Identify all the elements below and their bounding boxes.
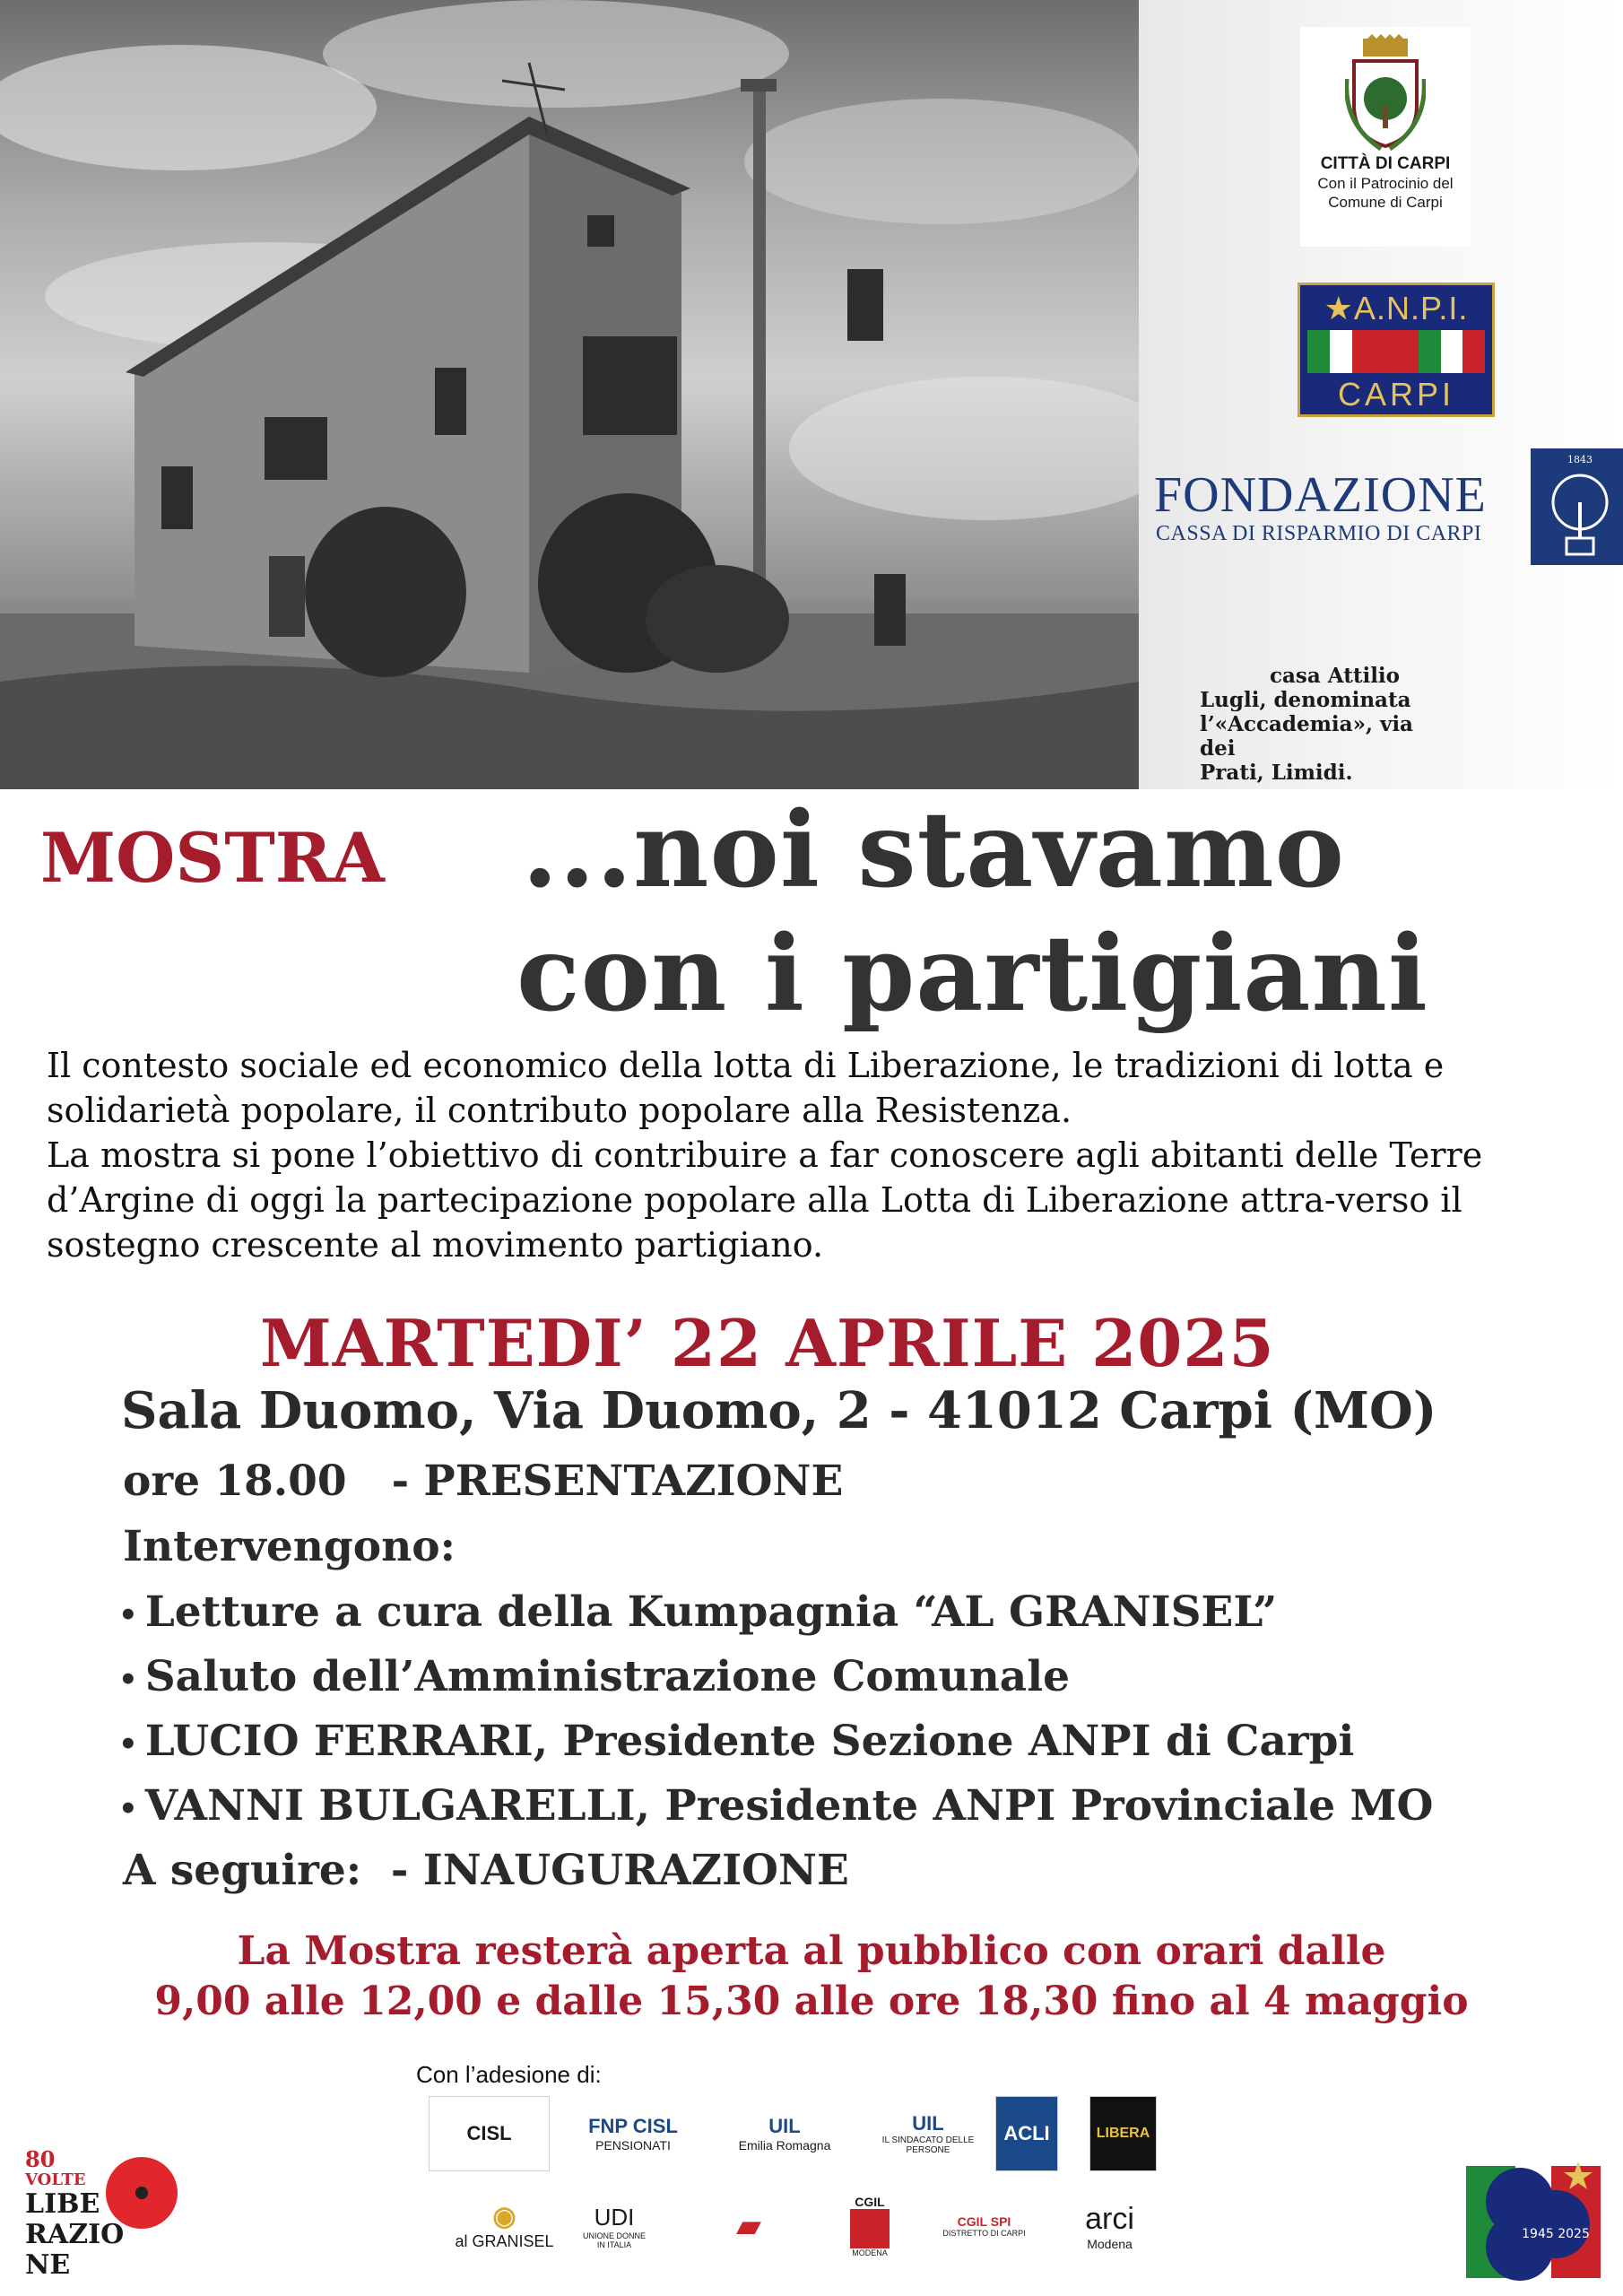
intro-paragraph-1: Il contesto sociale ed economico della lotta di Liberazione, le tradizioni di lotta e solidarietà popolare, il contributo popolare alla Resistenza.	[47, 1046, 1445, 1130]
intro-paragraph-2: La mostra si pone l’obiettivo di contribuire a far conoscere agli abitanti delle Terre d’Argine di oggi la partecipazione popolare alla Lotta di Liberazione attra-verso il sostegno crescente al movimento partigiano.	[47, 1135, 1483, 1265]
carpi-logo-line1: Con il Patrocinio del	[1317, 175, 1454, 192]
speaker-item-text: Letture a cura della Kumpagnia “AL GRANISEL”	[144, 1587, 1278, 1637]
adesione-label: Con l’adesione di:	[416, 2061, 602, 2088]
partner-logo-universita	[690, 2188, 807, 2264]
photo-caption-line2: Lugli, denominata	[1200, 688, 1411, 712]
partner-name: CGIL SPI	[957, 2214, 1011, 2229]
partner-logo-al-granisel	[453, 2188, 556, 2264]
fondazione-subtitle: CASSA DI RISPARMIO DI CARPI	[1156, 522, 1482, 545]
partner-name: ACLI	[1003, 2122, 1050, 2144]
speaker-item-text: LUCIO FERRARI, Presidente Sezione ANPI di Carpi	[144, 1717, 1355, 1766]
bullet-icon: •	[118, 1791, 138, 1827]
carpi-logo-line2: Comune di Carpi	[1328, 194, 1443, 211]
exhibition-title-line1: ...noi stavamo	[522, 789, 1346, 911]
anpi-logo-top: ★A.N.P.I.	[1324, 290, 1469, 326]
carpi-crest-icon	[1345, 34, 1426, 151]
speaker-item	[118, 1717, 1354, 1766]
ottanta-volte-liberazione-logo	[25, 2148, 195, 2283]
fondazione-tree-icon	[1531, 448, 1623, 565]
presentation-time: ore 18.00	[123, 1457, 347, 1506]
anpi-carpi-logo	[1298, 283, 1495, 417]
partner-name: CGIL	[855, 2195, 885, 2209]
partner-logo-uil-er	[731, 2096, 838, 2171]
liberazione-years: 1945 2025	[1522, 2227, 1590, 2241]
fondazione-logo	[1154, 448, 1593, 565]
partner-logo-libera	[1089, 2096, 1157, 2171]
photo-caption-line3: l’«Accademia», via dei	[1200, 712, 1413, 761]
photo-caption	[1200, 664, 1424, 785]
photo-caption-line1: casa Attilio	[1270, 664, 1401, 688]
carpi-logo-title: CITTÀ DI CARPI	[1320, 154, 1451, 173]
partner-sub: DISTRETTO DI CARPI	[942, 2229, 1026, 2238]
partner-name: UDI	[594, 2203, 635, 2231]
partner-logo-acli	[995, 2096, 1058, 2171]
speaker-item-text: VANNI BULGARELLI, Presidente ANPI Provinciale MO	[144, 1781, 1434, 1831]
partner-name: CISL	[466, 2122, 512, 2144]
fondazione-name: FONDAZIONE	[1154, 467, 1487, 523]
partner-sub: MODENA	[852, 2248, 888, 2257]
partner-name: al GRANISEL	[455, 2232, 554, 2250]
follow-row	[123, 1846, 849, 1895]
presentation-time-row	[123, 1457, 843, 1506]
partner-name: LIBERA	[1096, 2126, 1150, 2141]
mostra-label: MOSTRA	[40, 818, 385, 898]
book-icon: ▰	[736, 2209, 761, 2243]
fondazione-year: 1843	[1567, 454, 1593, 465]
partner-logo-udi	[578, 2188, 650, 2264]
partner-sub: Modena	[1087, 2236, 1133, 2251]
partner-logo-fnp-cisl	[570, 2096, 696, 2171]
bullet-icon: •	[118, 1597, 138, 1633]
partner-name: FNP CISL	[588, 2115, 678, 2137]
anpi-flag-stripes	[1307, 330, 1485, 373]
photo-caption-line4: Prati, Limidi.	[1200, 761, 1353, 785]
opening-hours-line2: 9,00 alle 12,00 e dalle 15,30 alle ore 18,30 fino al 4 maggio	[154, 1979, 1469, 2024]
opening-hours-line1: La Mostra resterà aperta al pubblico con orari dalle	[237, 1928, 1386, 1974]
speaker-item	[118, 1781, 1434, 1831]
bullet-icon: •	[118, 1662, 138, 1698]
lib80-text: 80 VOLTE LIBE RAZIO NE	[25, 2146, 125, 2281]
partner-logo-cgil-modena	[847, 2188, 892, 2264]
cgil-square-icon	[850, 2209, 890, 2248]
presentation-label: - PRESENTAZIONE	[391, 1457, 844, 1506]
sun-icon: ◉	[492, 2202, 516, 2231]
event-date: MARTEDI’ 22 APRILE 2025	[260, 1305, 1275, 1381]
partner-logo-cisl	[429, 2096, 550, 2171]
speaker-item	[118, 1587, 1277, 1637]
exhibition-title-line2: con i partigiani	[516, 913, 1428, 1035]
partner-name: UIL	[768, 2115, 801, 2137]
intro-text	[47, 1043, 1589, 1267]
speaker-item-text: Saluto dell’Amministrazione Comunale	[144, 1652, 1070, 1701]
partner-name: UIL	[912, 2112, 944, 2135]
speaker-item	[118, 1652, 1070, 1701]
event-place: Sala Duomo, Via Duomo, 2 - 41012 Carpi (MO)	[121, 1381, 1437, 1440]
follow-text: - INAUGURAZIONE	[390, 1846, 849, 1895]
partner-logo-uil	[879, 2096, 977, 2171]
citta-di-carpi-logo	[1300, 27, 1471, 247]
partner-sub: IL SINDACATO DELLE PERSONE	[881, 2135, 975, 2155]
anpi-logo-bottom: CARPI	[1337, 376, 1455, 413]
liberazione-1945-2025-logo	[1466, 2157, 1601, 2283]
partner-sub: UNIONE DONNE IN ITALIA	[582, 2231, 646, 2249]
partner-logo-arci	[1063, 2188, 1157, 2264]
partner-logo-spi-cgil	[942, 2188, 1027, 2264]
follow-label: A seguire:	[123, 1846, 362, 1895]
partner-name: arci	[1085, 2201, 1134, 2236]
farmhouse-photo	[0, 0, 1139, 789]
partner-sub: PENSIONATI	[595, 2138, 671, 2152]
partner-sub: Emilia Romagna	[738, 2138, 831, 2152]
speakers-label: Intervengono:	[123, 1522, 456, 1571]
bullet-icon: •	[118, 1726, 138, 1762]
